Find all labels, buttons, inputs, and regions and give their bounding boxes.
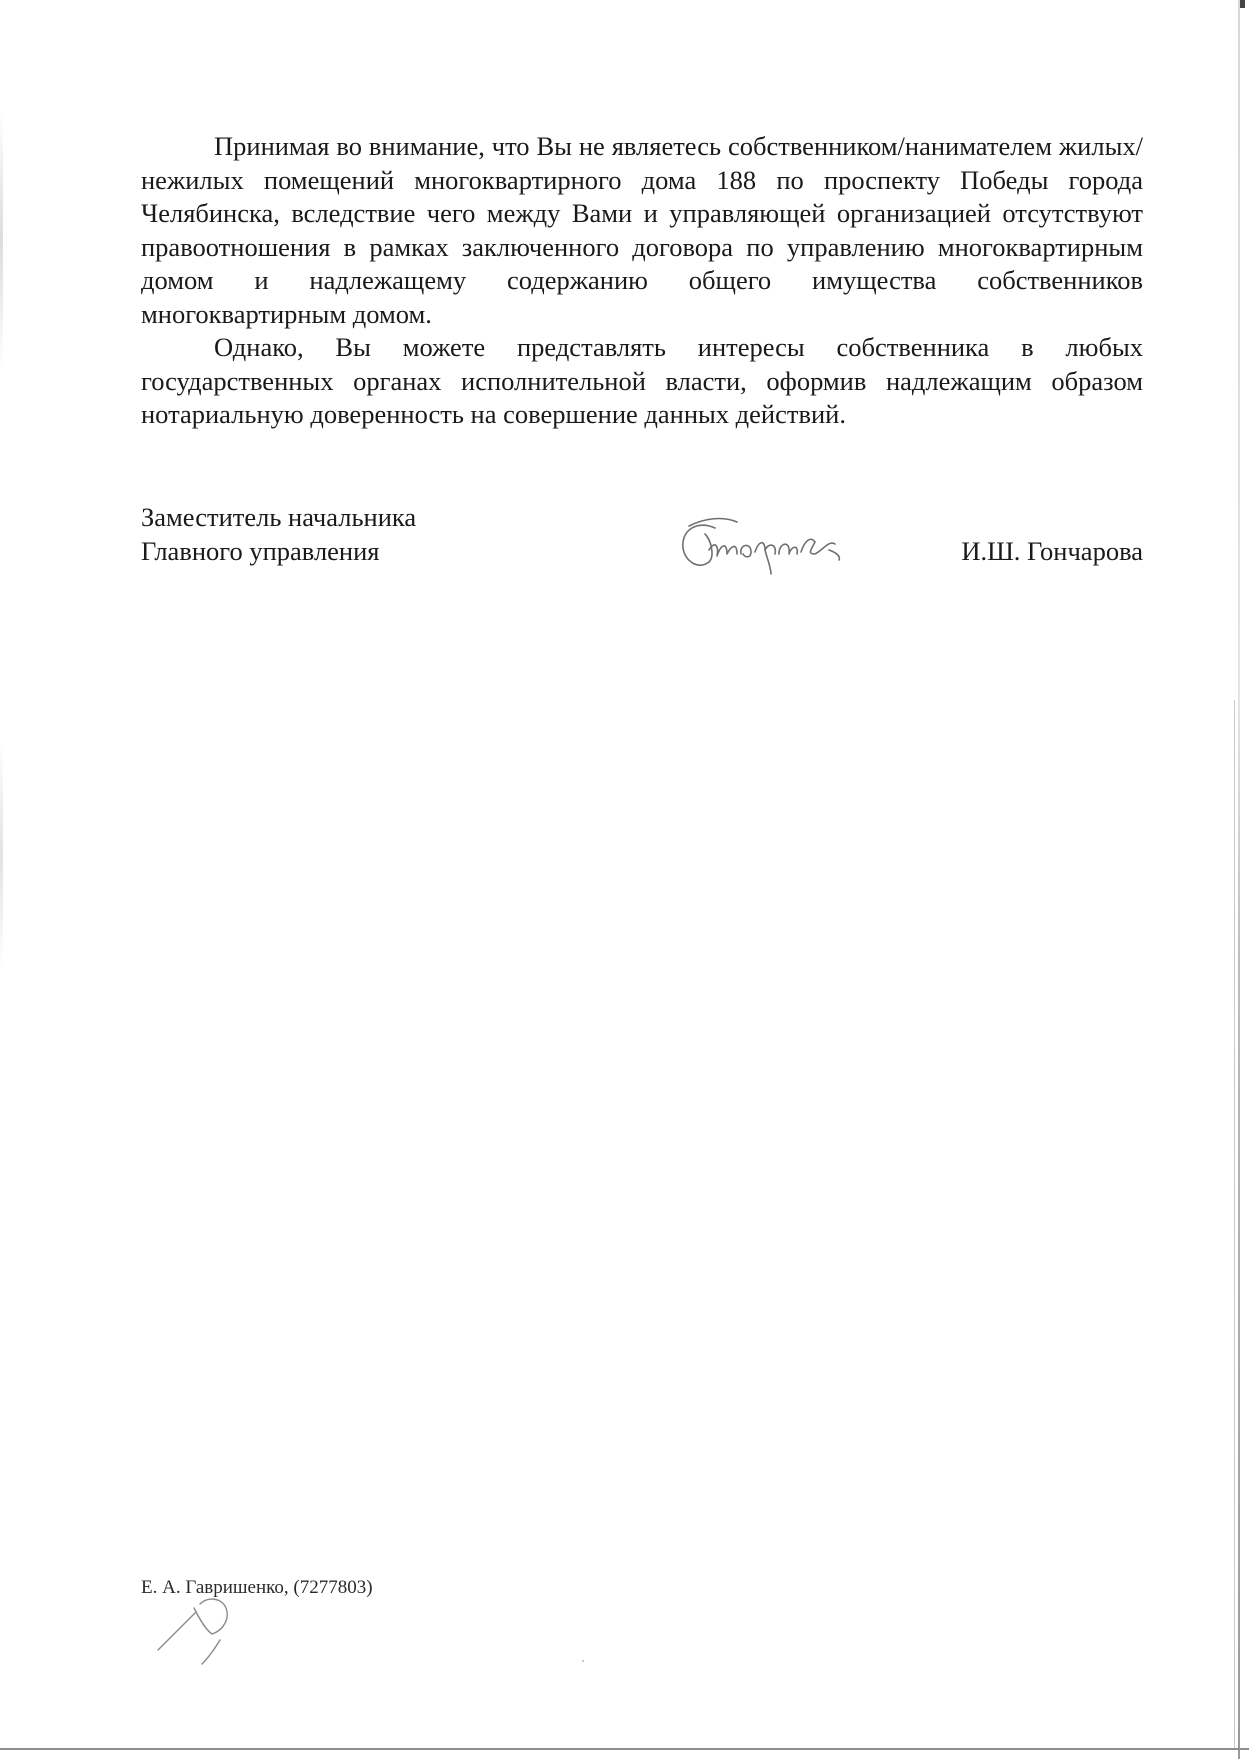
- scan-corner-mark: [1240, 0, 1245, 8]
- executor-initials-mark: [150, 1590, 250, 1670]
- scan-edge-left-top: [0, 110, 3, 370]
- scan-edge-bottom: [0, 1748, 1249, 1750]
- scan-speck: [582, 1660, 584, 1662]
- executor-contact: Е. А. Гавришенко, (7277803): [141, 1577, 373, 1598]
- signer-title-line-1: Заместитель начальника: [141, 502, 417, 532]
- handwritten-signature: [675, 510, 855, 580]
- letter-body: [141, 130, 1143, 432]
- paragraph-1: Принимая во внимание, что Вы не являетесь собственником/нанимателем жилых/нежилых помещений многоквартирного дома 188 по проспекту Победы города Челябинска, вследствие чего между Вами и управляющей организацией отсутствуют правоотношения в рамках заключенного договора по управлению многоквартирным домом и надлежащему содержанию общего имущества собственников многоквартирным домом.: [141, 131, 1143, 329]
- paragraph-2: Однако, Вы можете представлять интересы собственника в любых государственных органах исполнительной власти, оформив надлежащим образом нотариальную доверенность на совершение данных действий.: [141, 332, 1143, 429]
- scan-edge-right-inner: [1234, 700, 1235, 1750]
- signer-title: [141, 500, 416, 568]
- signer-name: И.Ш. Гончарова: [961, 536, 1143, 566]
- scan-edge-left-middle: [0, 740, 3, 970]
- scan-edge-right: [1238, 0, 1240, 1759]
- signer-title-line-2: Главного управления: [141, 536, 380, 566]
